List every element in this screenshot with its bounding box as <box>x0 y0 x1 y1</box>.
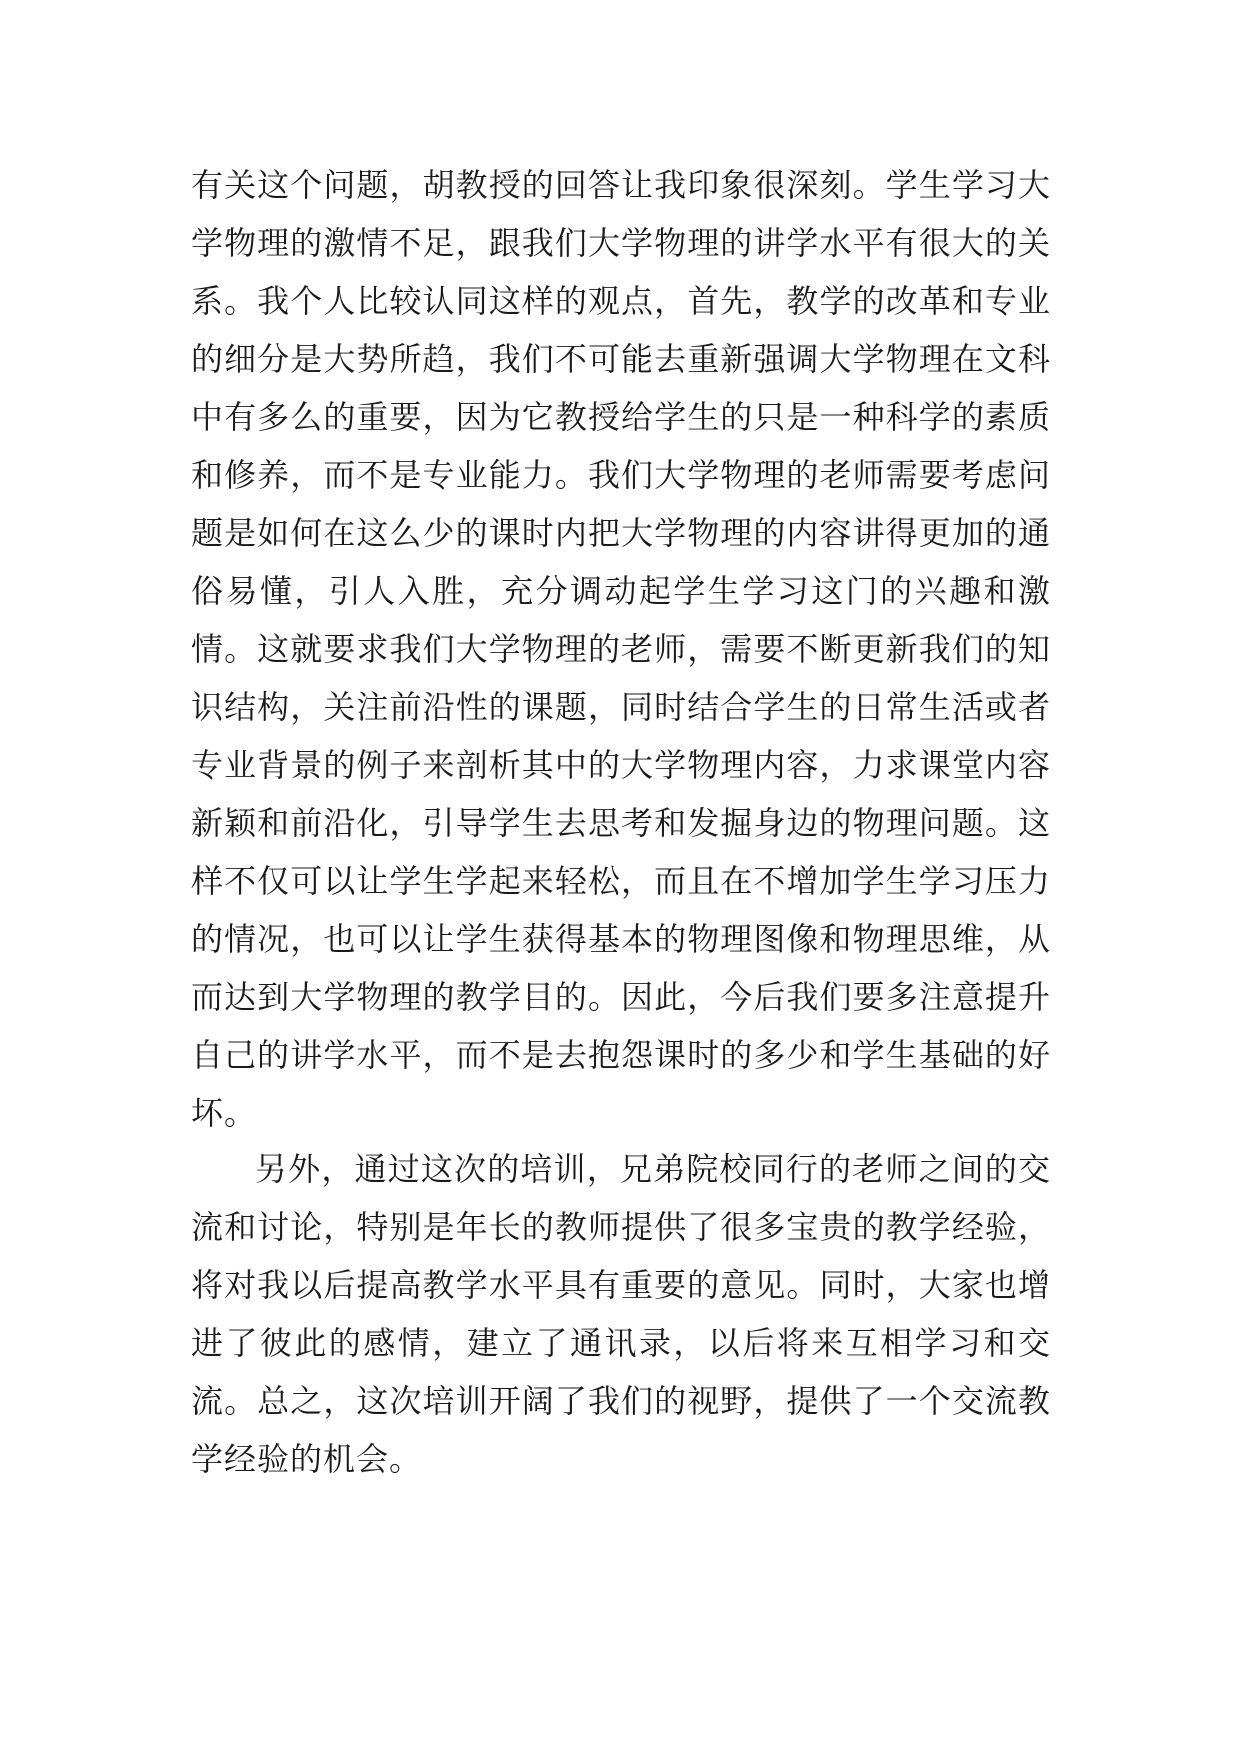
body-paragraph: 另外，通过这次的培训，兄弟院校同行的老师之间的交流和讨论，特别是年长的教师提供了很多宝贵的教学经验，将对我以后提高教学水平具有重要的意见。同时，大家也增进了彼此的感情，建立了通讯录，以后将来互相学习和交流。总之，这次培训开阔了我们的视野，提供了一个交流教学经验的机会。 <box>191 1150 1051 1478</box>
paragraph-block-1 <box>191 156 1051 1142</box>
body-paragraph: 有关这个问题，胡教授的回答让我印象很深刻。学生学习大学物理的激情不足，跟我们大学物理的讲学水平有很大的关系。我个人比较认同这样的观点，首先，教学的改革和专业的细分是大势所趋，我们不可能去重新强调大学物理在文科中有多么的重要，因为它教授给学生的只是一种科学的素质和修养，而不是专业能力。我们大学物理的老师需要考虑问题是如何在这么少的课时内把大学物理的内容讲得更加的通俗易懂，引人入胜，充分调动起学生学习这门的兴趣和激情。这就要求我们大学物理的老师，需要不断更新我们的知识结构，关注前沿性的课题，同时结合学生的日常生活或者专业背景的例子来剖析其中的大学物理内容，力求课堂内容新颖和前沿化，引导学生去思考和发掘身边的物理问题。这样不仅可以让学生学起来轻松，而且在不增加学生学习压力的情况，也可以让学生获得基本的物理图像和物理思维，从而达到大学物理的教学目的。因此，今后我们要多注意提升自己的讲学水平，而不是去抱怨课时的多少和学生基础的好坏。 <box>191 166 1051 1132</box>
paragraph-block-2 <box>191 1140 1051 1488</box>
